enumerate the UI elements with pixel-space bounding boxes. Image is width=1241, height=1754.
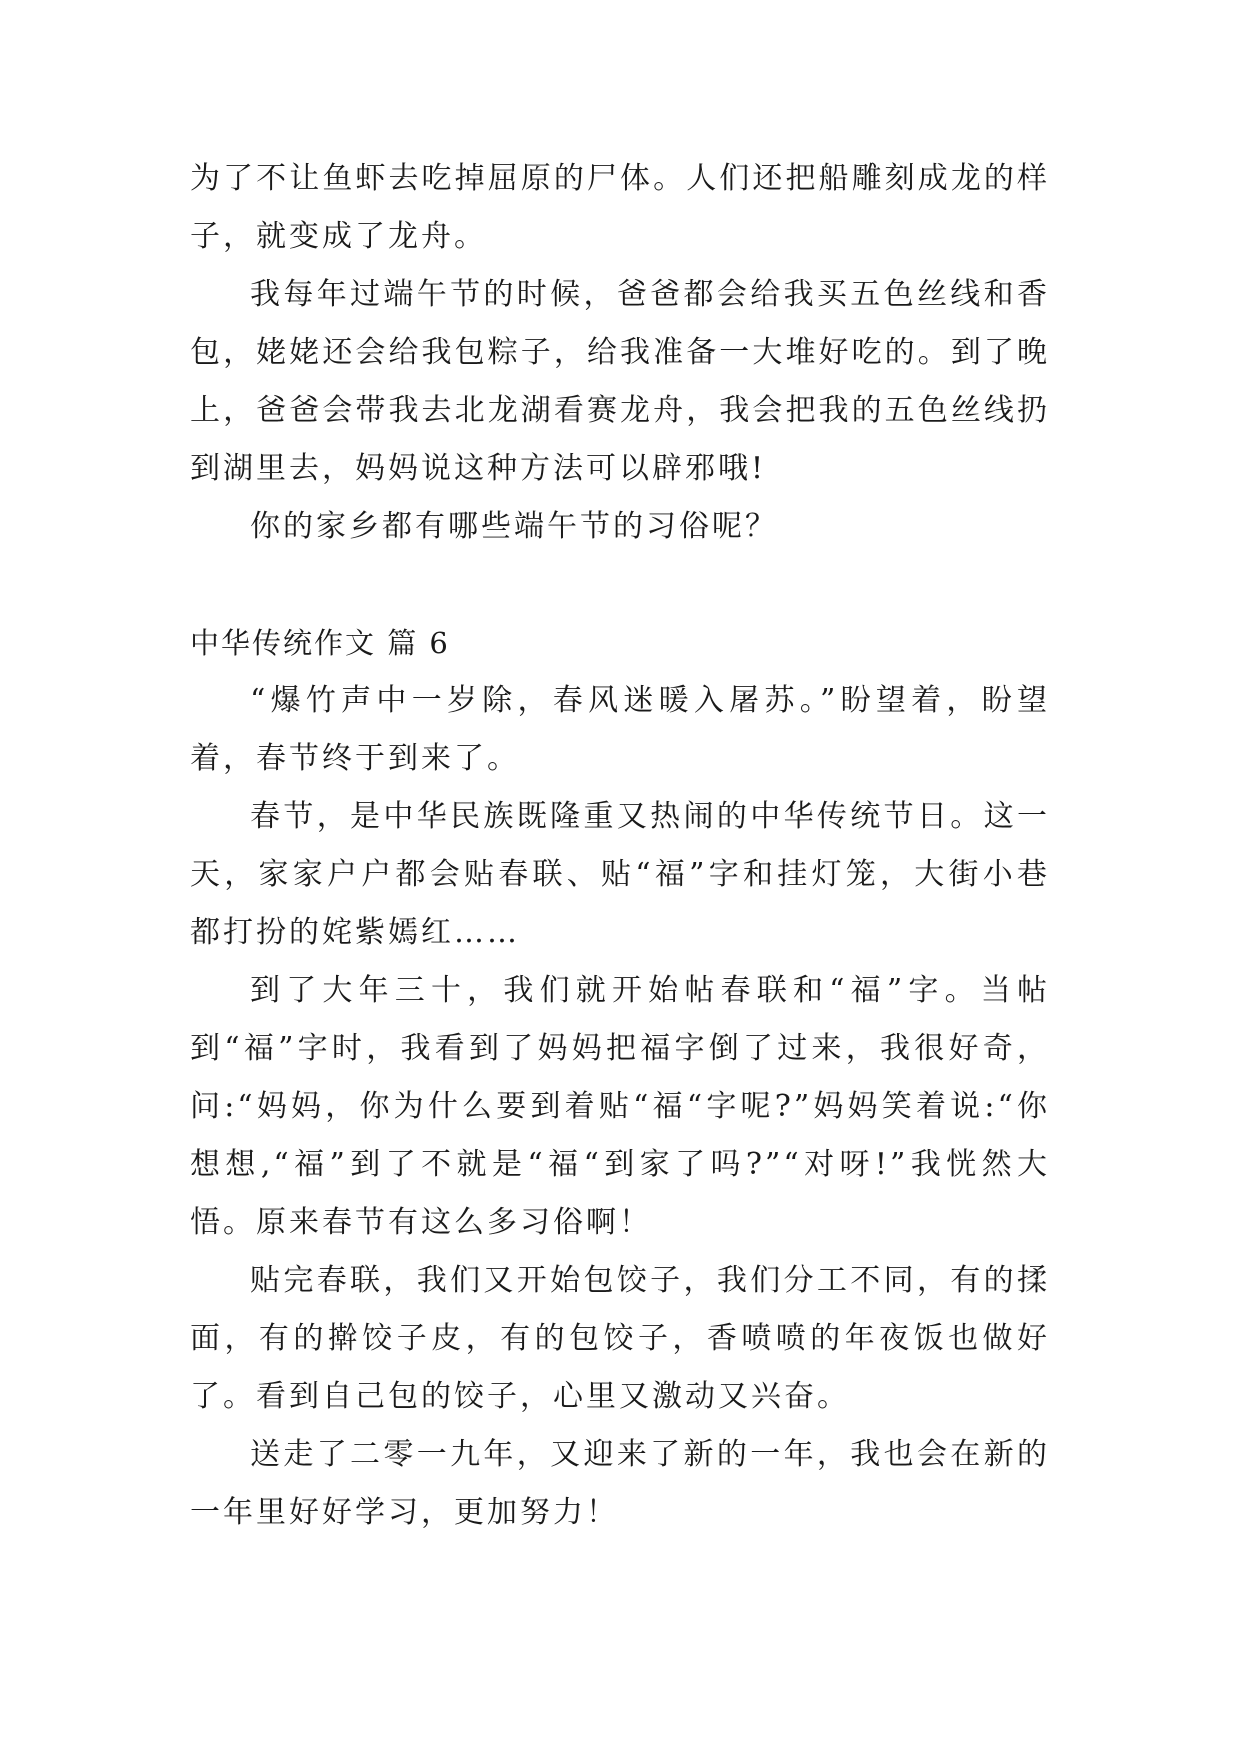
paragraph: 你的家乡都有哪些端午节的习俗呢？ (250, 509, 778, 544)
paragraph: 我每年过端午节的时候，爸爸都会给我买五色丝线和香包，姥姥还会给我包粽子，给我准备一大堆好吃的。到了晚上，爸爸会带我去北龙湖看赛龙舟，我会把我的五色丝线扔到湖里去，妈妈说这种方法可以辟邪哦! (190, 277, 1050, 486)
paragraph: 春节，是中华民族既隆重又热闹的中华传统节日。这一天，家家户户都会贴春联、贴“福”字和挂灯笼，大街小巷都打扮的姹紫嫣红…… (190, 799, 1050, 950)
continued-paragraph: 为了不让鱼虾去吃掉屈原的尸体。人们还把船雕刻成龙的样子，就变成了龙舟。 (190, 161, 1050, 254)
paragraph: 贴完春联，我们又开始包饺子，我们分工不同，有的揉面，有的擀饺子皮，有的包饺子，香喷喷的年夜饭也做好了。看到自己包的饺子，心里又激动又兴奋。 (190, 1263, 1050, 1414)
paragraph: 送走了二零一九年，又迎来了新的一年，我也会在新的一年里好好学习，更加努力！ (190, 1437, 1050, 1530)
section-heading: 中华传统作文 篇 6 (190, 626, 450, 660)
paragraph: “爆竹声中一岁除，春风迷暖入屠苏。”盼望着，盼望着，春节终于到来了。 (190, 683, 1050, 776)
document-body (190, 150, 1050, 1542)
section-spacer (190, 556, 1050, 614)
paragraph: 到了大年三十，我们就开始帖春联和“福”字。当帖到“福”字时，我看到了妈妈把福字倒了过来，我很好奇，问:“妈妈，你为什么要到着贴“福“字呢?”妈妈笑着说:“你想想,“福”到了不就是“福“到家了吗?”“对呀!”我恍然大悟。原来春节有这么多习俗啊！ (190, 973, 1050, 1240)
